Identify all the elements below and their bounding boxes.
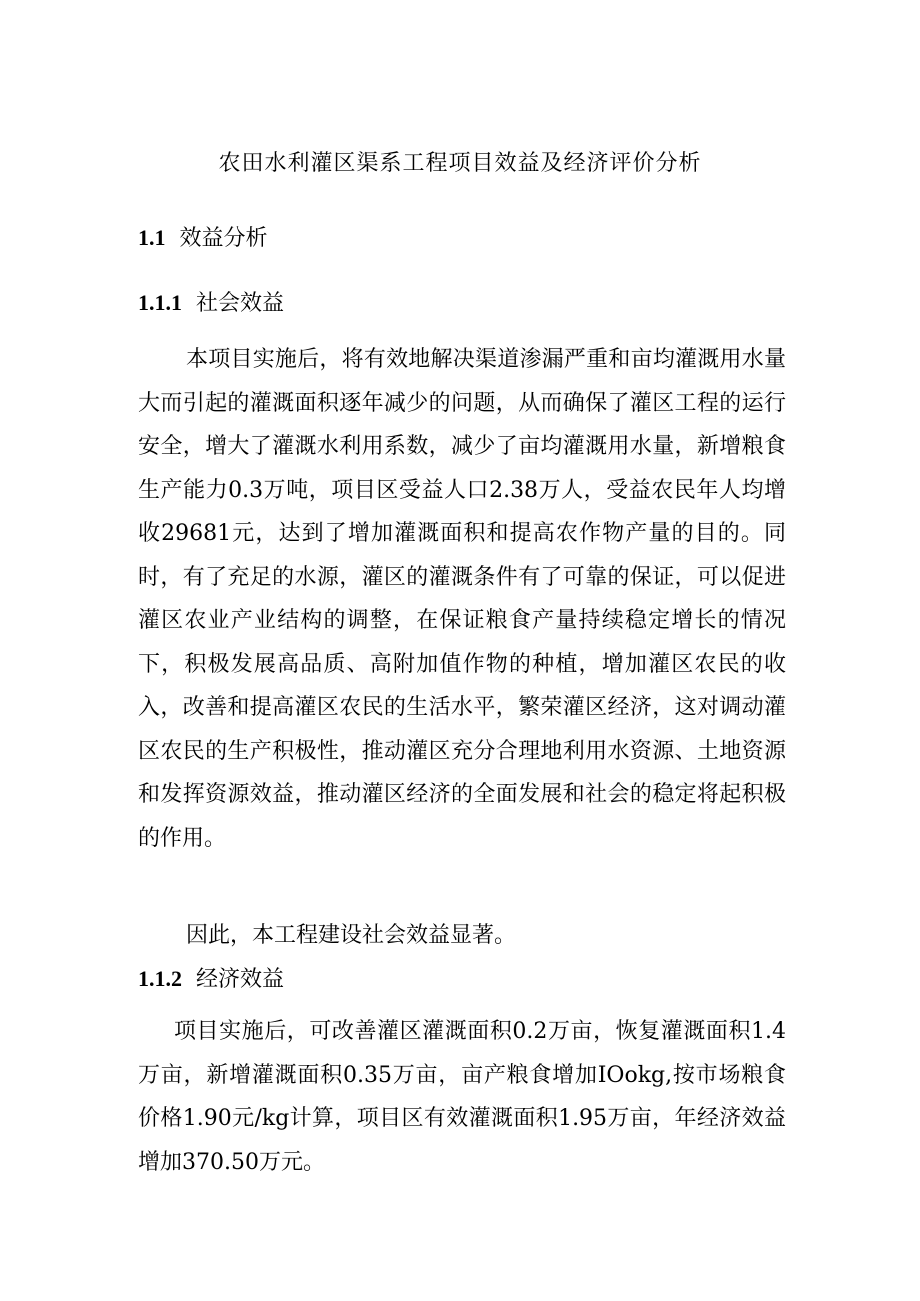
section-label: 经济效益 bbox=[196, 967, 285, 992]
social-benefit-conclusion: 因此，本工程建设社会效益显著。 bbox=[186, 923, 517, 948]
section-number: 1.1.2 bbox=[138, 966, 182, 991]
section-number: 1.1 bbox=[138, 225, 166, 250]
section-heading-1-1-2 bbox=[138, 963, 284, 996]
section-heading-1-1 bbox=[138, 222, 268, 255]
section-label: 效益分析 bbox=[179, 226, 268, 251]
section-label: 社会效益 bbox=[196, 291, 285, 316]
section-heading-1-1-1 bbox=[138, 287, 284, 320]
economic-benefit-paragraph: 项目实施后，可改善灌区灌溉面积0.2万亩，恢复灌溉面积1.4万亩，新增灌溉面积0.35万亩，亩产粮食增加IOokg,按市场粮食价格1.90元/kg计算，项目区有效灌溉面积1.95万亩，年经济效益增加370.50万元。 bbox=[138, 1019, 786, 1175]
social-benefit-paragraph: 本项目实施后，将有效地解决渠道渗漏严重和亩均灌溉用水量大而引起的灌溉面积逐年减少的问题，从而确保了灌区工程的运行安全，增大了灌溉水利用系数，减少了亩均灌溉用水量，新增粮食生产能力0.3万吨，项目区受益人口2.38万人，受益农民年人均增收29681元，达到了增加灌溉面积和提高农作物产量的目的。同时，有了充足的水源，灌区的灌溉条件有了可靠的保证，可以促进灌区农业产业结构的调整，在保证粮食产量持续稳定增长的情况下，积极发展高品质、高附加值作物的种植，增加灌区农民的收入，改善和提高灌区农民的生活水平，繁荣灌区经济，这对调动灌区农民的生产积极性，推动灌区充分合理地利用水资源、土地资源和发挥资源效益，推动灌区经济的全面发展和社会的稳定将起积极的作用。 bbox=[138, 347, 786, 851]
document-title: 农田水利灌区渠系工程项目效益及经济评价分析 bbox=[218, 151, 702, 176]
section-number: 1.1.1 bbox=[138, 290, 182, 315]
